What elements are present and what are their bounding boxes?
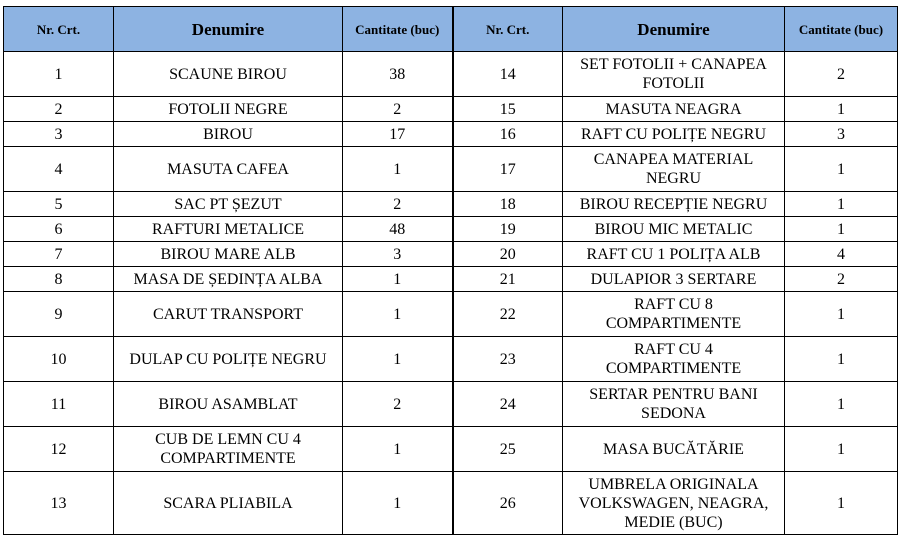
cell-denumire: BIROU RECEPȚIE NEGRU <box>563 192 785 217</box>
cell-cantitate: 1 <box>343 337 453 382</box>
header-denumire-left: Denumire <box>114 7 343 52</box>
cell-denumire: CANAPEA MATERIAL NEGRU <box>563 147 785 192</box>
table-row <box>4 217 898 242</box>
header-cantitate-right: Cantitate (buc) <box>785 7 898 52</box>
header-nr-left: Nr. Crt. <box>4 7 114 52</box>
cell-denumire: BIROU ASAMBLAT <box>114 382 343 427</box>
cell-cantitate: 2 <box>785 267 898 292</box>
cell-cantitate: 2 <box>343 97 453 122</box>
cell-cantitate: 3 <box>343 242 453 267</box>
cell-denumire: BIROU MARE ALB <box>114 242 343 267</box>
cell-cantitate: 38 <box>343 52 453 97</box>
cell-denumire: BIROU <box>114 122 343 147</box>
cell-cantitate: 1 <box>343 147 453 192</box>
cell-cantitate: 2 <box>343 192 453 217</box>
cell-cantitate: 1 <box>343 472 453 535</box>
inventory-table <box>3 6 898 535</box>
cell-denumire: DULAPIOR 3 SERTARE <box>563 267 785 292</box>
cell-cantitate: 1 <box>785 427 898 472</box>
table-row <box>4 267 898 292</box>
cell-nr: 4 <box>4 147 114 192</box>
cell-nr: 20 <box>453 242 563 267</box>
cell-denumire: MASUTA CAFEA <box>114 147 343 192</box>
cell-cantitate: 1 <box>785 292 898 337</box>
cell-denumire: RAFTURI METALICE <box>114 217 343 242</box>
cell-denumire: SET FOTOLII + CANAPEA FOTOLII <box>563 52 785 97</box>
cell-nr: 13 <box>4 472 114 535</box>
cell-cantitate: 2 <box>343 382 453 427</box>
table-row <box>4 427 898 472</box>
cell-nr: 22 <box>453 292 563 337</box>
cell-denumire: BIROU MIC METALIC <box>563 217 785 242</box>
header-nr-right: Nr. Crt. <box>453 7 563 52</box>
cell-nr: 26 <box>453 472 563 535</box>
cell-nr: 21 <box>453 267 563 292</box>
cell-denumire: RAFT CU 1 POLIȚA ALB <box>563 242 785 267</box>
table-row <box>4 52 898 97</box>
table-row <box>4 337 898 382</box>
cell-denumire: SERTAR PENTRU BANI SEDONA <box>563 382 785 427</box>
cell-nr: 10 <box>4 337 114 382</box>
cell-nr: 9 <box>4 292 114 337</box>
cell-nr: 12 <box>4 427 114 472</box>
cell-denumire: MASA BUCĂTĂRIE <box>563 427 785 472</box>
cell-cantitate: 1 <box>785 217 898 242</box>
cell-denumire: CUB DE LEMN CU 4 COMPARTIMENTE <box>114 427 343 472</box>
cell-nr: 24 <box>453 382 563 427</box>
cell-denumire: SAC PT ȘEZUT <box>114 192 343 217</box>
table-row <box>4 147 898 192</box>
cell-nr: 8 <box>4 267 114 292</box>
cell-nr: 25 <box>453 427 563 472</box>
cell-nr: 17 <box>453 147 563 192</box>
cell-nr: 6 <box>4 217 114 242</box>
cell-denumire: SCARA PLIABILA <box>114 472 343 535</box>
cell-cantitate: 1 <box>785 472 898 535</box>
cell-cantitate: 2 <box>785 52 898 97</box>
cell-denumire: MASA DE ȘEDINȚA ALBA <box>114 267 343 292</box>
cell-cantitate: 4 <box>785 242 898 267</box>
table-row <box>4 122 898 147</box>
header-denumire-right: Denumire <box>563 7 785 52</box>
table-row <box>4 242 898 267</box>
cell-nr: 19 <box>453 217 563 242</box>
cell-nr: 2 <box>4 97 114 122</box>
cell-denumire: MASUTA NEAGRA <box>563 97 785 122</box>
cell-nr: 5 <box>4 192 114 217</box>
cell-nr: 18 <box>453 192 563 217</box>
cell-cantitate: 1 <box>343 292 453 337</box>
table-row <box>4 382 898 427</box>
cell-nr: 16 <box>453 122 563 147</box>
table-row <box>4 192 898 217</box>
cell-denumire: RAFT CU 8 COMPARTIMENTE <box>563 292 785 337</box>
cell-denumire: CARUT TRANSPORT <box>114 292 343 337</box>
cell-denumire: UMBRELA ORIGINALA VOLKSWAGEN, NEAGRA, MEDIE (BUC) <box>563 472 785 535</box>
cell-nr: 14 <box>453 52 563 97</box>
cell-cantitate: 3 <box>785 122 898 147</box>
cell-denumire: RAFT CU POLIȚE NEGRU <box>563 122 785 147</box>
cell-denumire: FOTOLII NEGRE <box>114 97 343 122</box>
cell-denumire: RAFT CU 4 COMPARTIMENTE <box>563 337 785 382</box>
cell-cantitate: 17 <box>343 122 453 147</box>
cell-denumire: DULAP CU POLIȚE NEGRU <box>114 337 343 382</box>
cell-nr: 15 <box>453 97 563 122</box>
cell-nr: 7 <box>4 242 114 267</box>
table-row <box>4 97 898 122</box>
cell-cantitate: 1 <box>785 382 898 427</box>
header-cantitate-left: Cantitate (buc) <box>343 7 453 52</box>
cell-cantitate: 1 <box>785 97 898 122</box>
cell-cantitate: 1 <box>343 427 453 472</box>
cell-cantitate: 1 <box>343 267 453 292</box>
header-row <box>4 7 898 52</box>
cell-denumire: SCAUNE BIROU <box>114 52 343 97</box>
cell-nr: 3 <box>4 122 114 147</box>
cell-cantitate: 1 <box>785 337 898 382</box>
cell-cantitate: 48 <box>343 217 453 242</box>
cell-cantitate: 1 <box>785 192 898 217</box>
table-row <box>4 292 898 337</box>
table-row <box>4 472 898 535</box>
cell-cantitate: 1 <box>785 147 898 192</box>
cell-nr: 1 <box>4 52 114 97</box>
cell-nr: 23 <box>453 337 563 382</box>
cell-nr: 11 <box>4 382 114 427</box>
